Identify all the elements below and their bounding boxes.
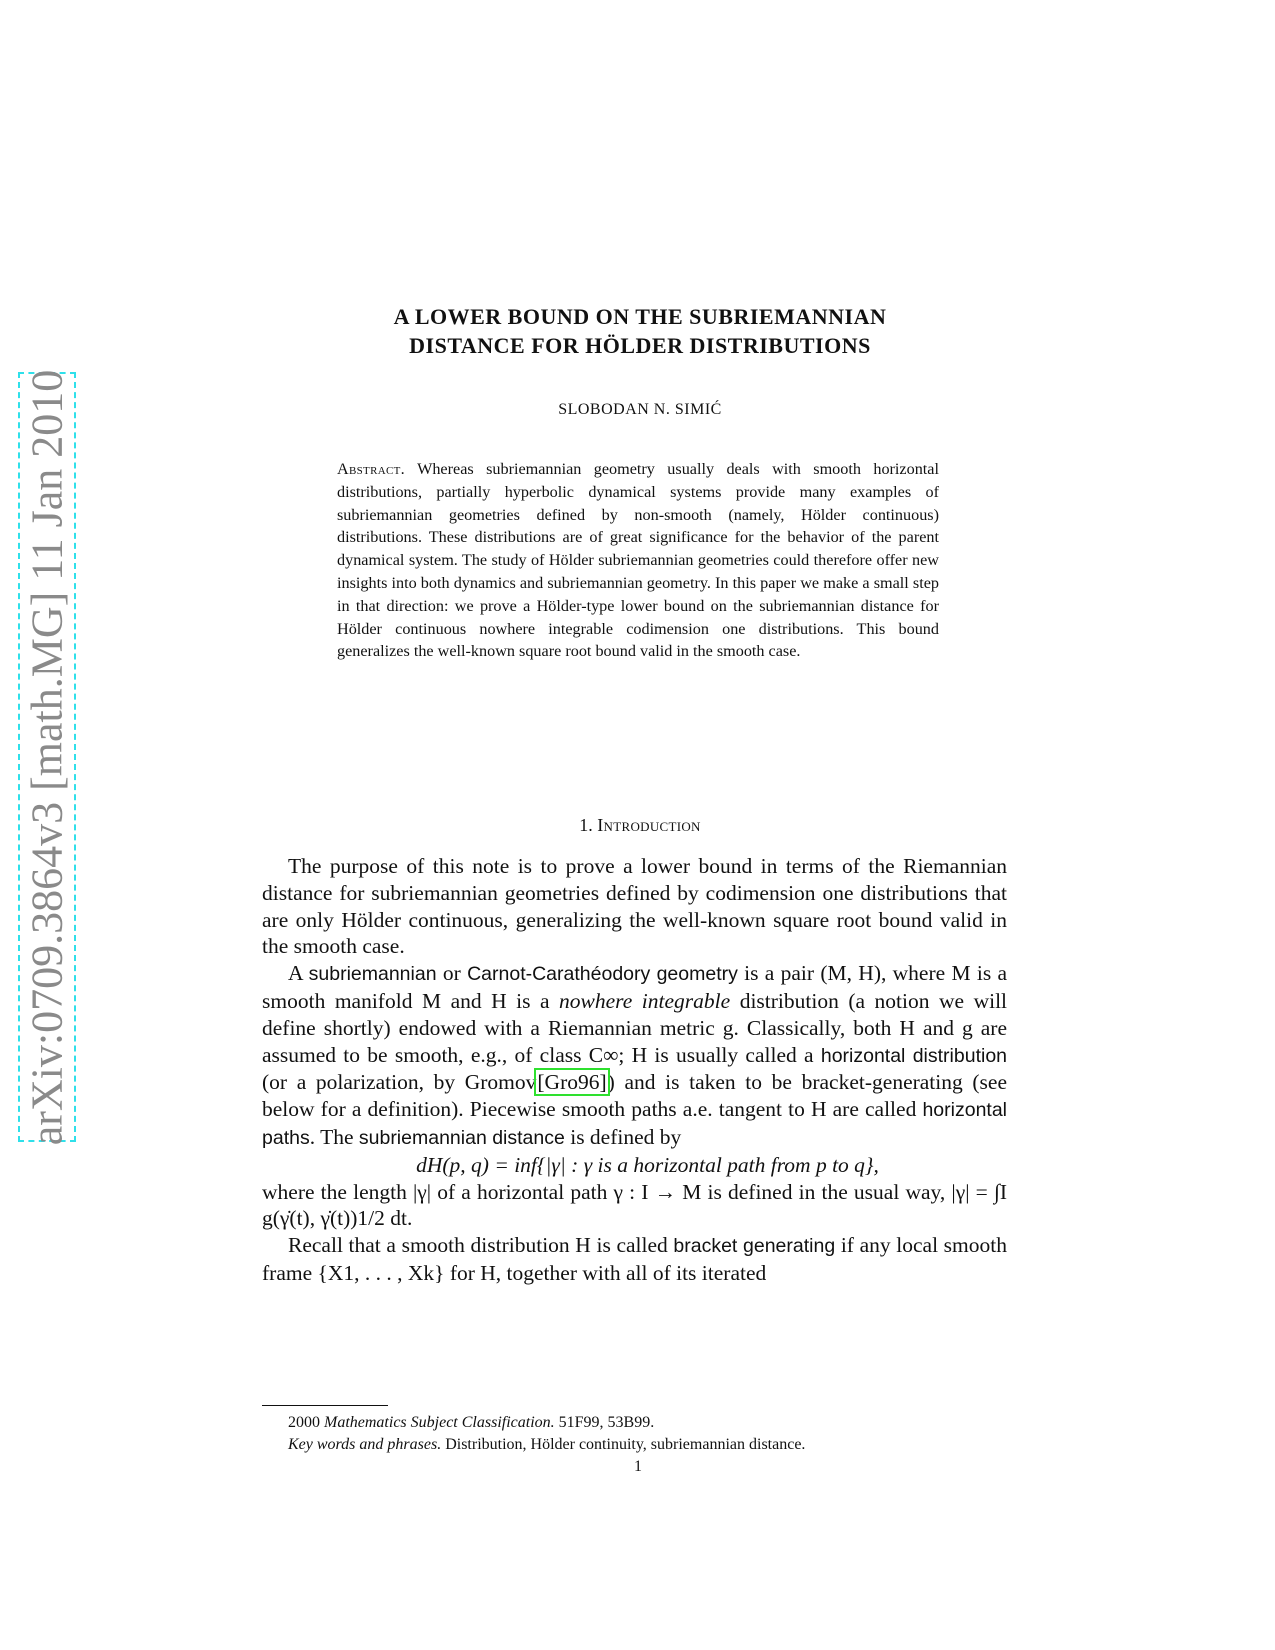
text-run: distribution (a notion we will define shortly) endowed with a Riemannian metric g. Classically, both H and g are assumed to be smooth, e.g., of class C∞; H is usually called a: [262, 988, 1008, 1067]
paragraph-3: where the length |γ| of a horizontal path γ : I → M is defined in the usual way, |γ| = ∫I g(γ̇(t), γ̇(t))1/2 dt.: [262, 1179, 1007, 1231]
title-line-2: DISTANCE FOR HÖLDER DISTRIBUTIONS: [409, 333, 871, 358]
text-run: is a pair (M, H), where M is a smooth manifold M and H is a: [262, 961, 1008, 1013]
text-run: Recall that a smooth distribution H is called: [288, 1233, 668, 1258]
paragraph-4: [262, 1232, 1007, 1287]
arxiv-stamp-text: arXiv:0709.3864v3 [math.MG] 11 Jan 2010: [22, 369, 72, 1145]
defined-term: Carnot-Carathéodory geometry: [467, 963, 738, 986]
text-run: ) and is taken to be bracket-generating (see below for a definition). Piecewise smooth paths a.e. tangent to H are called: [262, 1070, 1008, 1122]
abstract-label: Abstract.: [337, 460, 405, 478]
footnote-msc: [262, 1412, 1007, 1434]
defined-term: bracket generating: [673, 1235, 836, 1258]
msc-year: 2000: [288, 1414, 320, 1431]
page-number: 1: [634, 1458, 642, 1475]
text-run: A: [288, 961, 303, 986]
paper-title: [260, 302, 1020, 360]
defined-term: horizontal distribution: [820, 1044, 1008, 1067]
text-run: . The: [309, 1124, 354, 1149]
section-number: 1.: [579, 815, 593, 835]
body-text: [262, 853, 1007, 1287]
keywords-label: Key words and phrases.: [288, 1436, 442, 1453]
footnote-divider: [262, 1405, 388, 1406]
section-title: Introduction: [597, 815, 701, 835]
msc-codes: 51F99, 53B99.: [558, 1414, 655, 1431]
arxiv-stamp[interactable]: [18, 369, 76, 1145]
text-run: if any local smooth frame {X1, . . . , Xk} for H, together with all of its iterated: [262, 1233, 1007, 1285]
keywords-text: Distribution, Hölder continuity, subriemannian distance.: [445, 1436, 806, 1453]
abstract: [337, 458, 939, 663]
paragraph-2: [262, 960, 1007, 1152]
defined-term: horizontal paths: [262, 1099, 1008, 1149]
citation-link[interactable]: [Gro96]: [537, 1070, 607, 1095]
text-run: (or a polarization, by Gromov: [262, 1070, 537, 1095]
title-line-1: A LOWER BOUND ON THE SUBRIEMANNIAN: [393, 304, 887, 329]
msc-label: Mathematics Subject Classification.: [324, 1414, 555, 1431]
footnotes: [262, 1412, 1007, 1456]
display-equation: dH(p, q) = inf{|γ| : γ is a horizontal path from p to q},: [416, 1152, 879, 1177]
author-name: SLOBODAN N. SIMIĆ: [558, 401, 722, 418]
footnote-keywords: [262, 1434, 1007, 1456]
text-run: or: [442, 961, 461, 986]
defined-term: subriemannian: [308, 963, 437, 986]
emphasis: nowhere integrable: [559, 988, 731, 1013]
text-run: is defined by: [570, 1124, 682, 1149]
defined-term: subriemannian distance: [358, 1126, 565, 1149]
paragraph-1: The purpose of this note is to prove a lower bound in terms of the Riemannian distance for subriemannian geometries defined by codimension one distributions that are only Hölder continuous, generalizing the well-known square root bound valid in the smooth case.: [262, 854, 1007, 959]
abstract-text: Whereas subriemannian geometry usually deals with smooth horizontal distributions, partially hyperbolic dynamical systems provide many examples of subriemannian geometries defined by non-smooth (namely, Hölder continuous) distributions. These distributions are of great significance for the behavior of the parent dynamical system. The study of Hölder subriemannian geometries could therefore offer new insights into both dynamics and subriemannian geometry. In this paper we make a small step in that direction: we prove a Hölder-type lower bound on the subriemannian distance for Hölder continuous nowhere integrable codimension one distributions. This bound generalizes the well-known square root bound valid in the smooth case.: [337, 460, 939, 661]
section-heading: [260, 815, 1020, 836]
